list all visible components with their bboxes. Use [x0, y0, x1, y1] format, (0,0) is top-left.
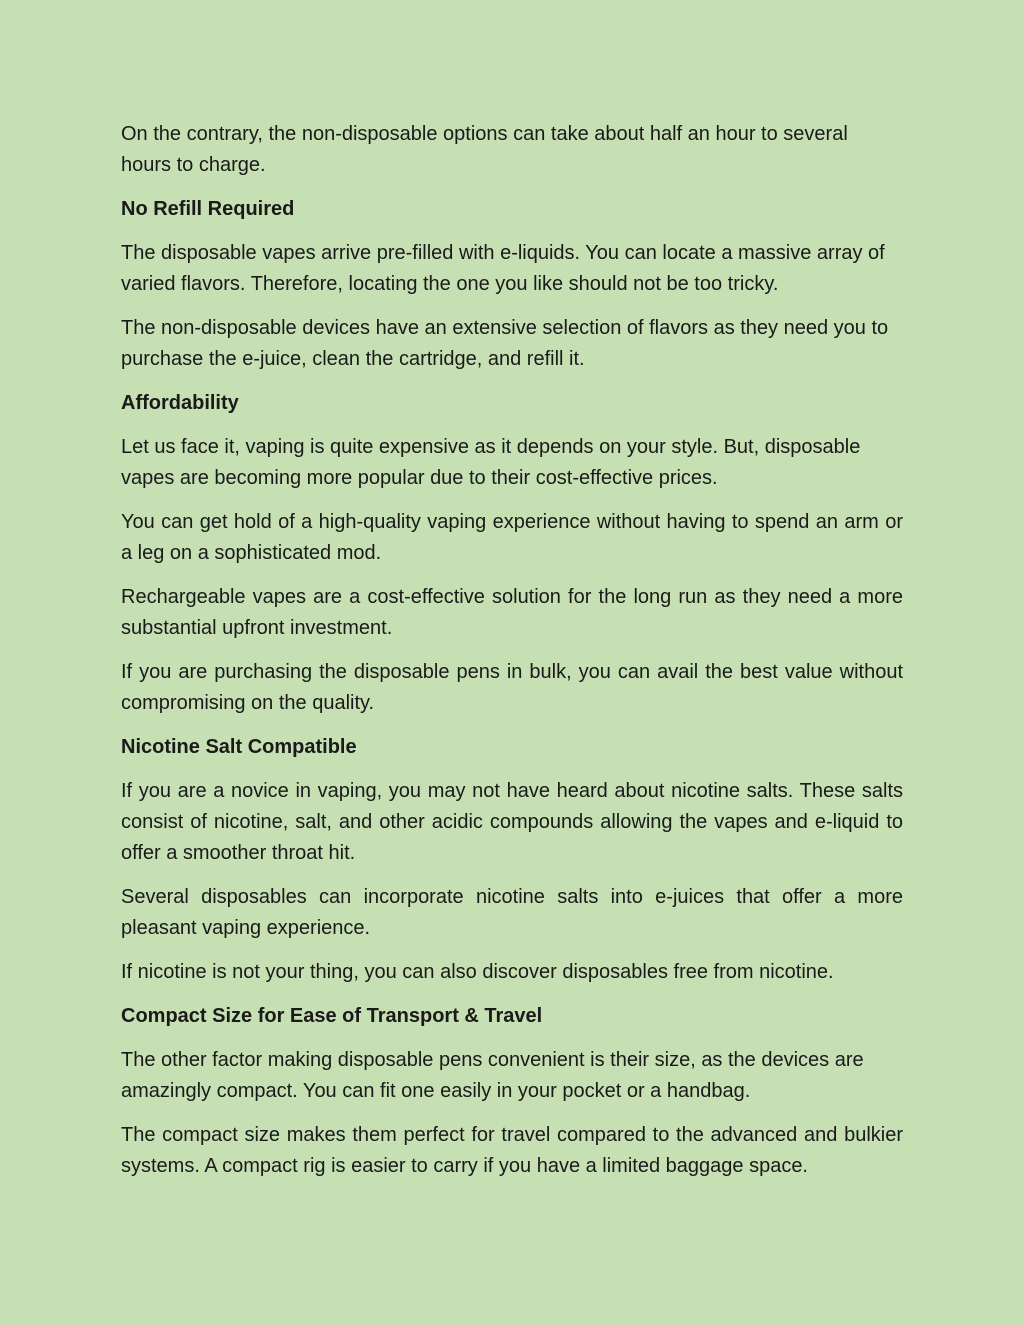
- heading-nicotine-salt: Nicotine Salt Compatible: [121, 736, 357, 758]
- paragraph-travel: The compact size makes them perfect for travel compared to the advanced and bulkier systems. A compact rig is easier to carry if you have a limited baggage space.: [121, 1124, 903, 1177]
- heading-affordability: Affordability: [121, 392, 239, 414]
- heading-no-refill: No Refill Required: [121, 198, 295, 220]
- document-page: [121, 119, 903, 1195]
- paragraph-bulk: If you are purchasing the disposable pens in bulk, you can avail the best value without compromising on the quality.: [121, 661, 903, 714]
- paragraph-nicotine-free: If nicotine is not your thing, you can also discover disposables free from nicotine.: [121, 961, 834, 983]
- heading-compact-size: Compact Size for Ease of Transport & Travel: [121, 1005, 543, 1027]
- paragraph-charging-time: On the contrary, the non-disposable options can take about half an hour to several hours to charge.: [121, 123, 848, 176]
- paragraph-size-factor: The other factor making disposable pens convenient is their size, as the devices are amazingly compact. You can fit one easily in your pocket or a handbag.: [121, 1049, 864, 1102]
- paragraph-several-disposables: Several disposables can incorporate nicotine salts into e-juices that offer a more pleasant vaping experience.: [121, 886, 903, 939]
- paragraph-non-disposable-flavors: The non-disposable devices have an extensive selection of flavors as they need you to purchase the e-juice, clean the cartridge, and refill it.: [121, 317, 889, 370]
- paragraph-expensive: Let us face it, vaping is quite expensive as it depends on your style. But, disposable vapes are becoming more popular due to their cost-effective prices.: [121, 436, 861, 489]
- paragraph-prefilled: The disposable vapes arrive pre-filled with e-liquids. You can locate a massive array of varied flavors. Therefore, locating the one you like should not be too tricky.: [121, 242, 885, 295]
- paragraph-rechargeable: Rechargeable vapes are a cost-effective solution for the long run as they need a more substantial upfront investment.: [121, 586, 903, 639]
- paragraph-novice: If you are a novice in vaping, you may not have heard about nicotine salts. These salts consist of nicotine, salt, and other acidic compounds allowing the vapes and e-liquid to offer a smoother throat hit.: [121, 780, 903, 864]
- paragraph-high-quality: You can get hold of a high-quality vaping experience without having to spend an arm or a leg on a sophisticated mod.: [121, 511, 903, 564]
